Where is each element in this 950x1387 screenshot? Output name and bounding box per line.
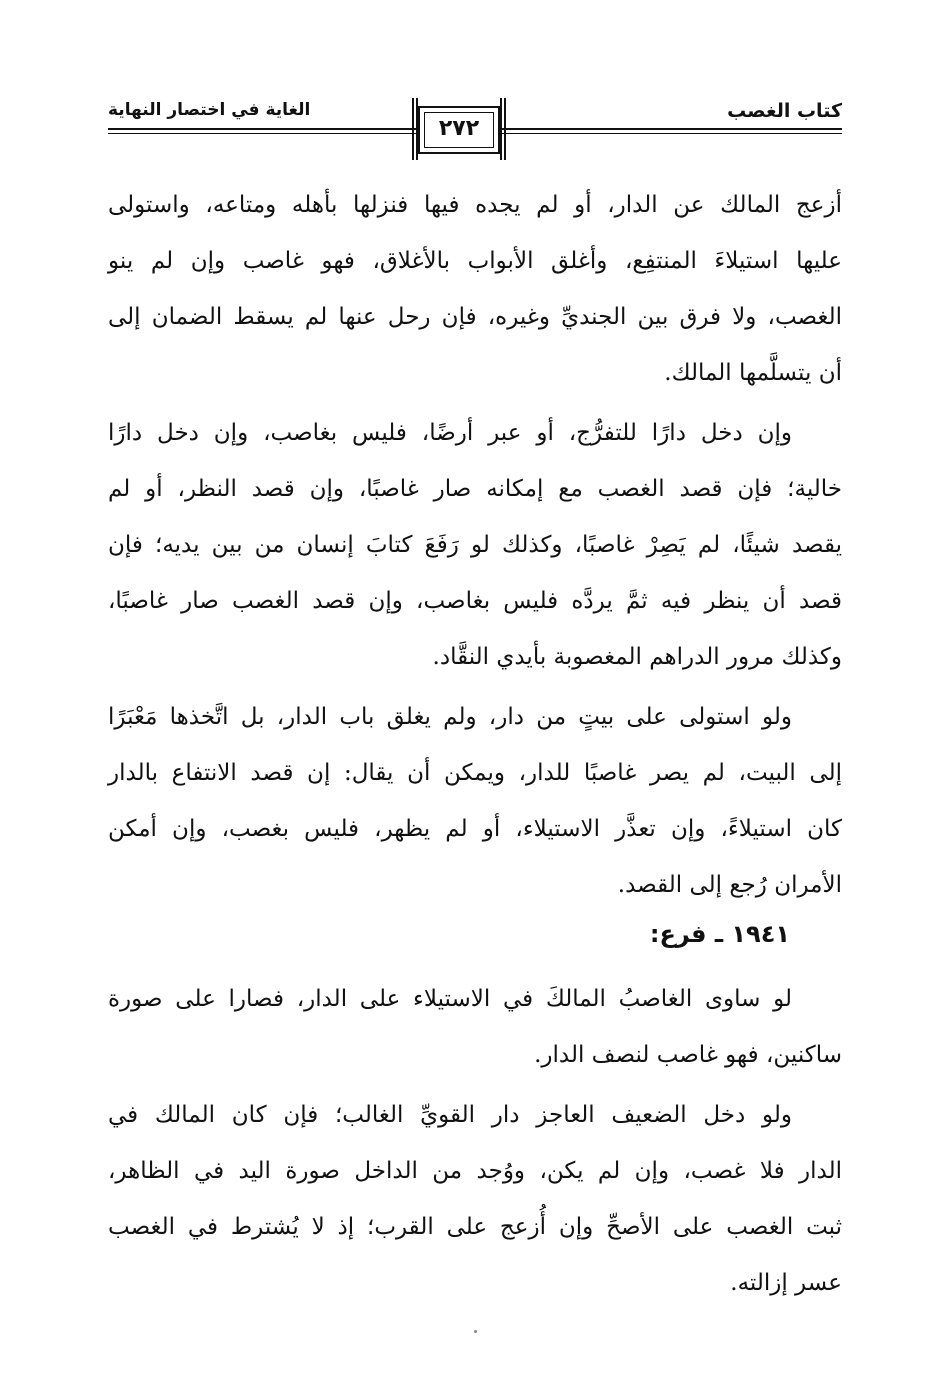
page-number: ٢٧٢ — [438, 116, 480, 141]
text-line: ولو استولى على بيتٍ من دار، ولم يغلق باب الدار، بل اتَّخذها مَعْبَرًا — [108, 704, 792, 730]
book-title: الغاية في اختصار النهاية — [108, 100, 311, 120]
text-line: الأمران رُجع إلى القصد. — [617, 872, 842, 898]
text-line: الدار فلا غصب، وإن لم يكن، ووُجد من الداخل صورة اليد في الظاهر، — [108, 1158, 842, 1184]
page-number-frame-right — [500, 98, 506, 160]
text-line: وكذلك مرور الدراهم المغصوبة بأيدي النقَّاد. — [432, 644, 842, 670]
text-line: قصد أن ينظر فيه ثمَّ يردَّه فليس بغاصب، وإن قصد الغصب صار غاصبًا، — [108, 588, 842, 614]
text-line: أن يتسلَّمها المالك. — [664, 360, 842, 386]
text-line: لو ساوى الغاصبُ المالكَ في الاستيلاء على الدار، فصارا على صورة — [108, 986, 792, 1012]
text-line: إلى البيت، لم يصر غاصبًا للدار، ويمكن أن يقال: إن قصد الانتفاع بالدار — [108, 760, 842, 786]
text-line: عسر إزالته. — [730, 1270, 842, 1296]
footer-mark — [474, 1330, 477, 1333]
text-line: ولو دخل الضعيف العاجز دار القويِّ الغالب؛ فإن كان المالك في — [108, 1102, 792, 1128]
text-line: يقصد شيئًا، لم يَصِرْ غاصبًا، وكذلك لو رَفَعَ كتابَ إنسان من بين يديه؛ فإن — [108, 532, 842, 558]
text-line: الغصب، ولا فرق بين الجنديِّ وغيره، فإن رحل عنها لم يسقط الضمان إلى — [108, 304, 842, 330]
text-line: عليها استيلاءَ المنتفِع، وأغلق الأبواب بالأغلاق، فهو غاصب وإن لم ينو — [108, 248, 842, 274]
text-line: خالية؛ فإن قصد الغصب مع إمكانه صار غاصبًا، وإن قصد النظر، أو لم — [108, 476, 842, 502]
text-line: أزعج المالك عن الدار، أو لم يجده فيها فنزلها بأهله ومتاعه، واستولى — [108, 192, 842, 218]
section-heading: ١٩٤١ ـ فرع: — [649, 920, 790, 948]
chapter-title: كتاب الغصب — [727, 100, 842, 122]
text-line: ساكنين، فهو غاصب لنصف الدار. — [534, 1042, 842, 1068]
text-line: ثبت الغصب على الأصحِّ وإن أُزعج على القرب؛ إذ لا يُشترط في الغصب — [108, 1214, 842, 1240]
text-line: كان استيلاءً، وإن تعذَّر الاستيلاء، أو لم يظهر، فليس بغصب، وإن أمكن — [108, 816, 842, 842]
text-line: وإن دخل دارًا للتفرُّج، أو عبر أرضًا، فليس بغاصب، وإن دخل دارًا — [108, 420, 792, 446]
